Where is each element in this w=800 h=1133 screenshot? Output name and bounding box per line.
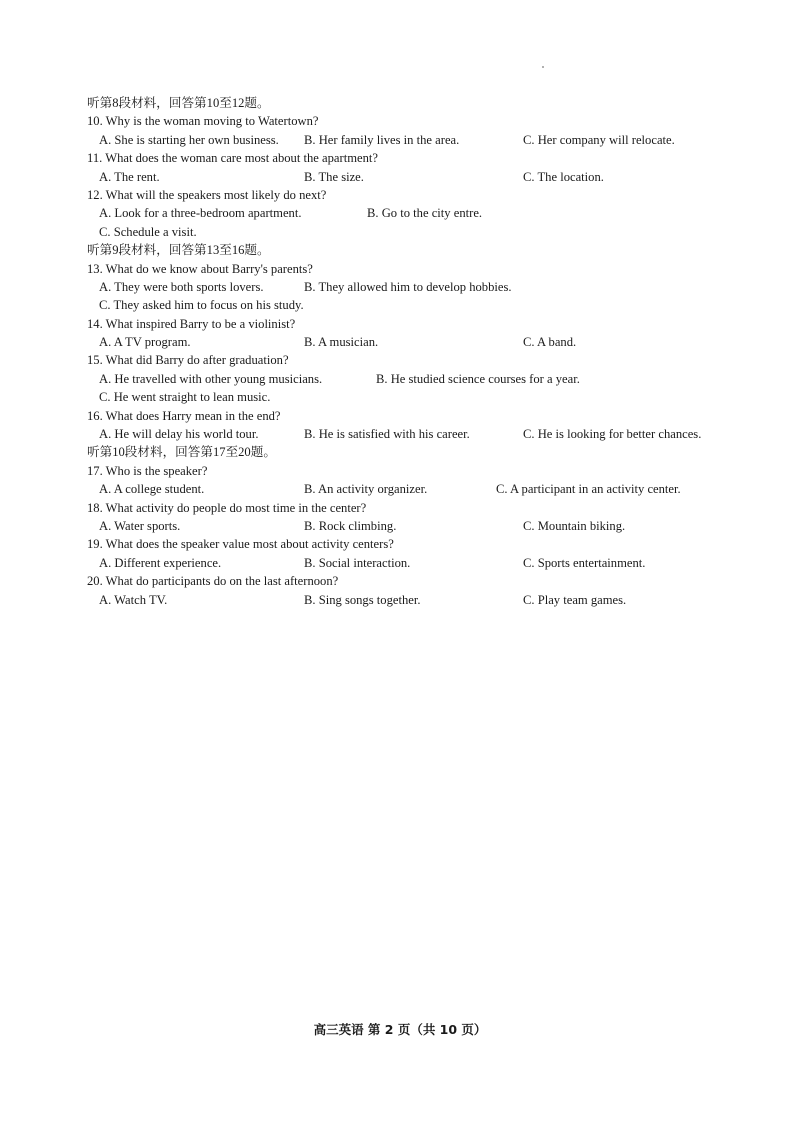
question-text: 20. What do participants do on the last afternoon? xyxy=(87,574,339,589)
option-b: B. Rock climbing. xyxy=(304,518,397,533)
option-c: C. Play team games. xyxy=(523,592,627,607)
option-c: C. Sports entertainment. xyxy=(523,555,646,570)
question-text: 18. What activity do people do most time in the center? xyxy=(87,500,367,515)
question-line xyxy=(0,407,800,425)
option-c: C. Schedule a visit. xyxy=(99,224,197,239)
section-heading xyxy=(0,443,800,461)
option-a: A. He travelled with other young musicians. xyxy=(99,371,323,386)
question-text: 14. What inspired Barry to be a violinist? xyxy=(87,316,296,331)
question-line xyxy=(0,499,800,517)
options-line xyxy=(0,591,800,609)
option-a: A. The rent. xyxy=(99,169,160,184)
options-line xyxy=(0,333,800,351)
page-footer: 高三英语 第 2 页（共 10 页） xyxy=(313,1022,487,1037)
option-c: C. A band. xyxy=(523,335,577,350)
question-text: 16. What does Harry mean in the end? xyxy=(87,408,281,423)
question-line xyxy=(0,186,800,204)
options-line xyxy=(0,296,800,314)
question-line xyxy=(0,351,800,369)
option-b: B. An activity organizer. xyxy=(304,482,428,497)
option-c: C. He is looking for better chances. xyxy=(523,427,702,442)
options-line xyxy=(0,425,800,443)
option-b: B. The size. xyxy=(304,169,364,184)
question-line xyxy=(0,149,800,167)
question-line xyxy=(0,572,800,590)
option-b: B. They allowed him to develop hobbies. xyxy=(304,279,512,294)
option-b: B. Social interaction. xyxy=(304,555,411,570)
option-c: C. They asked him to focus on his study. xyxy=(99,298,304,313)
section-heading xyxy=(0,241,800,259)
option-b: B. Her family lives in the area. xyxy=(304,132,460,147)
option-a: A. Different experience. xyxy=(99,555,222,570)
question-text: 19. What does the speaker value most about activity centers? xyxy=(87,537,394,552)
option-a: A. They were both sports lovers. xyxy=(99,279,264,294)
option-c: C. Her company will relocate. xyxy=(523,132,675,147)
options-line xyxy=(0,517,800,535)
option-a: A. Water sports. xyxy=(99,518,181,533)
option-a: A. Watch TV. xyxy=(99,592,168,607)
section-heading xyxy=(0,94,800,112)
question-text: 10. Why is the woman moving to Watertown? xyxy=(87,114,319,129)
option-b: B. A musician. xyxy=(304,335,379,350)
option-b: B. He is satisfied with his career. xyxy=(304,427,470,442)
question-text: 11. What does the woman care most about the apartment? xyxy=(87,151,378,166)
question-line xyxy=(0,260,800,278)
question-text: 12. What will the speakers most likely do next? xyxy=(87,187,327,202)
option-a: A. He will delay his world tour. xyxy=(99,427,259,442)
options-line xyxy=(0,168,800,186)
section-instruction: 听第9段材料，回答第13至16题。 xyxy=(87,243,270,258)
option-c: C. Mountain biking. xyxy=(523,518,626,533)
option-a: A. A TV program. xyxy=(99,335,191,350)
option-c: C. The location. xyxy=(523,169,604,184)
question-text: 15. What did Barry do after graduation? xyxy=(87,353,289,368)
question-list xyxy=(0,94,800,609)
option-a: A. She is starting her own business. xyxy=(99,132,279,147)
section-instruction: 听第8段材料，回答第10至12题。 xyxy=(87,96,270,110)
option-a: A. Look for a three-bedroom apartment. xyxy=(99,206,302,221)
options-line xyxy=(0,223,800,241)
question-line xyxy=(0,462,800,480)
option-b: B. He studied science courses for a year. xyxy=(376,371,580,386)
options-line xyxy=(0,388,800,406)
options-line xyxy=(0,480,800,498)
scan-speck xyxy=(542,66,544,68)
option-b: B. Sing songs together. xyxy=(304,592,421,607)
question-text: 17. Who is the speaker? xyxy=(87,463,208,478)
options-line xyxy=(0,278,800,296)
question-line xyxy=(0,315,800,333)
question-line xyxy=(0,535,800,553)
option-c: C. A participant in an activity center. xyxy=(496,482,681,497)
question-text: 13. What do we know about Barry's parents? xyxy=(87,261,313,276)
option-b: B. Go to the city entre. xyxy=(367,206,483,221)
options-line xyxy=(0,370,800,388)
options-line xyxy=(0,204,800,222)
option-c: C. He went straight to lean music. xyxy=(99,390,271,405)
question-line xyxy=(0,112,800,130)
section-instruction: 听第10段材料，回答第17至20题。 xyxy=(87,445,276,460)
option-a: A. A college student. xyxy=(99,482,205,497)
options-line xyxy=(0,131,800,149)
options-line xyxy=(0,554,800,572)
